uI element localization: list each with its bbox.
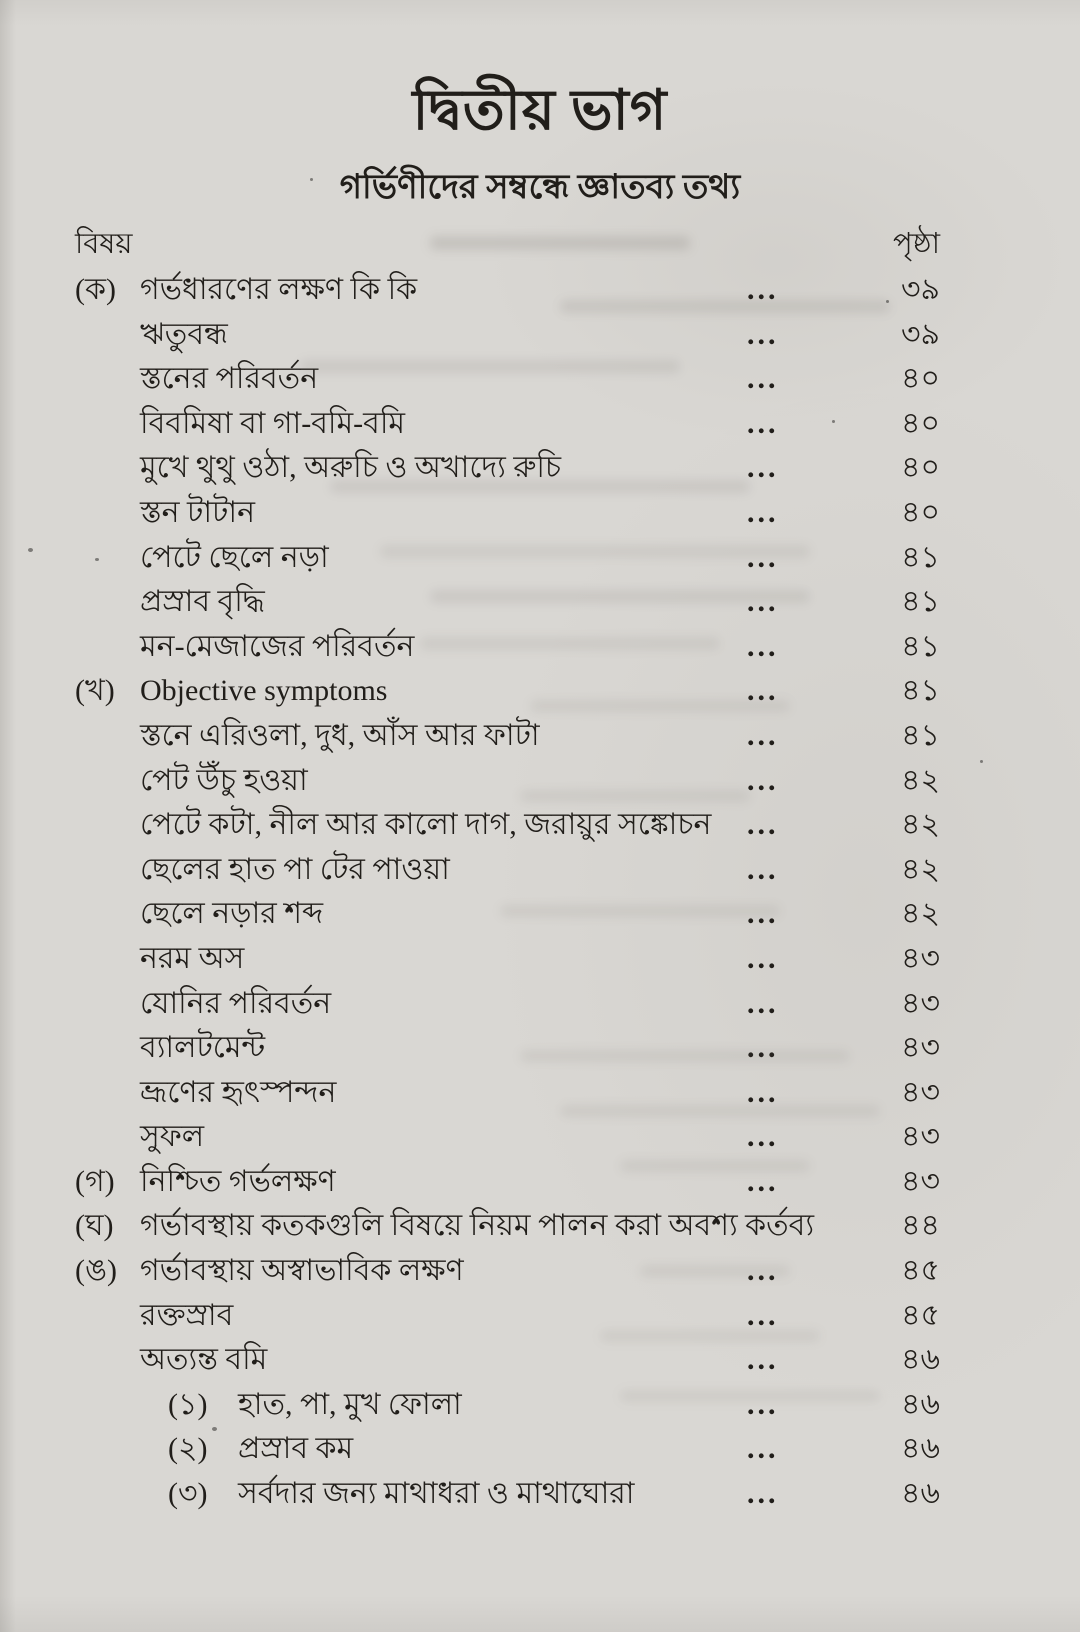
entry-marker: (খ) [75,674,115,708]
toc-entry [0,848,1080,893]
entry-page-number: ৪২ [901,808,940,842]
dot-leader: ... [747,629,779,663]
toc-entry [0,446,1080,491]
entry-page-number: ৪৩ [901,941,940,975]
entry-text: ছেলে নড়ার শব্দ [140,897,324,931]
toc-entry [0,1294,1080,1339]
entry-text: ঋতুবন্ধ [140,317,228,351]
toc-entry [0,313,1080,358]
entry-text: বিবমিষা বা গা-বমি-বমি [140,406,406,440]
entry-text: স্তনে এরিওলা, দুধ, আঁস আর ফাটা [140,718,540,752]
entry-marker: (ঘ) [75,1209,114,1243]
entry-page-number: ৪৬ [901,1387,940,1421]
entry-text: ব্যালটমেন্ট [140,1031,266,1065]
dot-leader: ... [747,406,779,440]
entry-text: যোনির পরিবর্তন [140,986,332,1020]
dot-leader: ... [747,362,779,396]
entry-page-number: ৪২ [901,852,940,886]
entry-page-number: ৪১ [901,540,940,574]
dot-leader: ... [747,1477,779,1511]
dot-leader: ... [747,451,779,485]
dot-leader: ... [747,540,779,574]
toc-entry [0,1071,1080,1116]
dot-leader: ... [747,1343,779,1377]
entry-page-number: ৪১ [901,585,940,619]
toc-entry [0,892,1080,937]
dot-leader: ... [747,718,779,752]
toc-list [0,268,1080,1517]
entry-page-number: ৪২ [901,763,940,797]
entry-text: গর্ভধারণের লক্ষণ কি কি [140,273,418,306]
dot-leader: ... [747,986,779,1020]
entry-page-number: ৪৫ [901,1254,940,1288]
entry-text: ছেলের হাত পা টের পাওয়া [140,852,450,886]
toc-entry [0,268,1080,313]
toc-entry [0,714,1080,759]
entry-marker: (১) [168,1387,208,1421]
entry-page-number: ৪০ [901,495,940,529]
page-column-header: পৃষ্ঠা [893,228,940,260]
entry-text: পেটে কটা, নীল আর কালো দাগ, জরায়ুর সঙ্কোচন [140,808,712,842]
toc-entry [0,625,1080,670]
toc-entry [0,357,1080,402]
dot-leader: ... [747,317,779,351]
entry-text: স্তন টাটান [140,495,255,529]
toc-entry [0,536,1080,581]
entry-text: সুফল [140,1120,205,1154]
entry-page-number: ৪৩ [901,986,940,1020]
dot-leader: ... [747,585,779,619]
dot-leader: ... [747,1075,779,1109]
toc-entry [0,1338,1080,1383]
section-title: দ্বিতীয় ভাগ [412,80,668,142]
entry-text: প্রস্রাব কম [238,1432,354,1466]
section-subtitle: গর্ভিণীদের সম্বন্ধে জ্ঞাতব্য তথ্য [339,169,741,206]
entry-text: Objective symptoms [140,674,388,708]
entry-page-number: ৪৬ [901,1343,940,1377]
entry-page-number: ৪২ [901,897,940,931]
toc-entry [0,1026,1080,1071]
entry-page-number: ৪১ [901,718,940,752]
entry-page-number: ৩৯ [901,273,940,306]
entry-text: স্তনের পরিবর্তন [140,362,319,396]
entry-page-number: ৪০ [901,451,940,485]
entry-page-number: ৪৩ [901,1120,940,1154]
entry-page-number: ৪৩ [901,1031,940,1065]
entry-page-number: ৪৫ [901,1298,940,1332]
entry-page-number: ৪৩ [901,1075,940,1109]
dot-leader: ... [747,273,779,306]
entry-text: রক্তস্রাব [140,1298,234,1332]
entry-page-number: ৪৩ [901,1164,940,1198]
toc-entry [0,1160,1080,1205]
dot-leader: ... [747,808,779,842]
entry-text: নরম অস [140,941,245,975]
entry-text: পেটে ছেলে নড়া [140,540,329,574]
entry-marker: (ঙ) [75,1254,117,1288]
toc-entry [0,1204,1080,1249]
entry-text: মুখে থুথু ওঠা, অরুচি ও অখাদ্যে রুচি [140,451,562,485]
toc-entry [0,1427,1080,1472]
toc-entry [0,669,1080,714]
entry-text: নিশ্চিত গর্ভলক্ষণ [140,1164,336,1198]
column-headers [75,222,940,266]
toc-entry [0,580,1080,625]
entry-page-number: ৪০ [901,362,940,396]
dot-leader: ... [747,1298,779,1332]
entry-marker: (ক) [75,273,116,306]
entry-text: পেট উঁচু হওয়া [140,763,308,797]
entry-text: মন-মেজাজের পরিবর্তন [140,629,415,663]
dot-leader: ... [747,763,779,797]
entry-page-number: ৩৯ [901,317,940,351]
toc-entry [0,1115,1080,1160]
entry-marker: (৩) [168,1477,208,1511]
toc-entry [0,1472,1080,1517]
dot-leader: ... [747,1164,779,1198]
entry-page-number: ৪১ [901,674,940,708]
entry-page-number: ৪৪ [901,1209,940,1243]
toc-entry [0,1249,1080,1294]
dot-leader: ... [747,674,779,708]
dot-leader: ... [747,941,779,975]
entry-text: সর্বদার জন্য মাথাধরা ও মাথাঘোরা [238,1477,635,1511]
dot-leader: ... [747,852,779,886]
entry-text: হাত, পা, মুখ ফোলা [238,1387,462,1421]
dot-leader: ... [747,1254,779,1288]
dot-leader: ... [747,1031,779,1065]
entry-page-number: ৪০ [901,406,940,440]
toc-entry [0,1383,1080,1428]
entry-page-number: ৪৬ [901,1477,940,1511]
toc-entry [0,759,1080,804]
entry-text: গর্ভাবস্থায় কতকগুলি বিষয়ে নিয়ম পালন করা অবশ্য কর্তব্য [140,1209,815,1243]
subject-column-header: বিষয় [75,228,133,260]
toc-entry [0,982,1080,1027]
dot-leader: ... [747,1120,779,1154]
toc-entry [0,803,1080,848]
dot-leader: ... [747,1387,779,1421]
toc-entry [0,937,1080,982]
dot-leader: ... [747,495,779,529]
entry-text: ভ্রূণের হৃৎস্পন্দন [140,1075,337,1109]
dot-leader: ... [747,897,779,931]
entry-text: গর্ভাবস্থায় অস্বাভাবিক লক্ষণ [140,1254,464,1288]
entry-text: প্রস্রাব বৃদ্ধি [140,585,265,619]
entry-page-number: ৪১ [901,629,940,663]
toc-entry [0,491,1080,536]
entry-marker: (গ) [75,1164,115,1198]
toc-entry [0,402,1080,447]
entry-marker: (২) [168,1432,208,1466]
dot-leader: ... [747,1432,779,1466]
entry-page-number: ৪৬ [901,1432,940,1466]
entry-text: অত্যন্ত বমি [140,1343,268,1377]
